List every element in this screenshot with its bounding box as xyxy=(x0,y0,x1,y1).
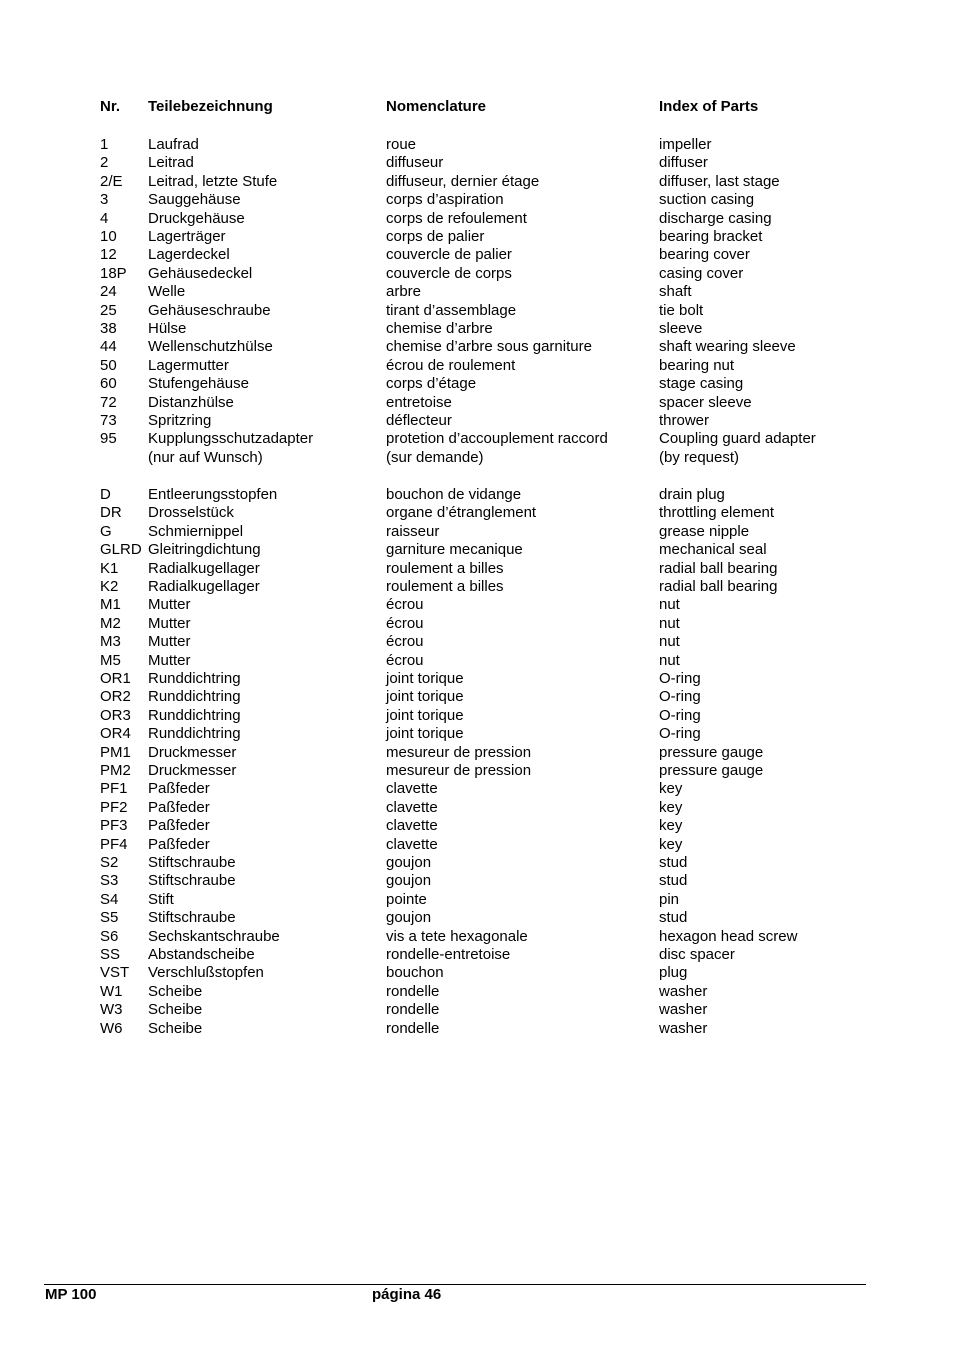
table-row xyxy=(0,744,954,762)
part-name-german: Spritzring xyxy=(148,412,212,429)
table-row xyxy=(0,283,954,301)
part-name-german: Paßfeder xyxy=(148,780,210,798)
part-number: PM1 xyxy=(100,743,131,761)
part-name-english: radial ball bearing xyxy=(659,578,778,595)
table-row xyxy=(0,872,954,890)
part-name-german: Gehäuseschraube xyxy=(148,301,271,319)
part-name-english: O-ring xyxy=(659,688,701,706)
part-name-english: disc spacer xyxy=(659,946,735,963)
part-number: 2 xyxy=(100,154,109,172)
part-name-french: clavette xyxy=(386,780,438,798)
table-row xyxy=(0,560,954,578)
part-number: W6 xyxy=(100,1019,123,1037)
table-row xyxy=(0,228,954,246)
part-number: OR2 xyxy=(100,688,131,706)
part-name-french: rondelle xyxy=(386,1001,440,1019)
table-header xyxy=(0,98,954,116)
part-name-english: key xyxy=(659,835,683,853)
part-number: S4 xyxy=(100,890,119,908)
part-name-english: stud xyxy=(659,909,688,927)
header-nr: Nr. xyxy=(100,98,121,115)
part-name-french: diffuseur, dernier étage xyxy=(386,172,540,190)
part-number: VST xyxy=(100,964,130,982)
table-row xyxy=(0,633,954,651)
table-row xyxy=(0,780,954,798)
part-number: S3 xyxy=(100,872,119,890)
table-row xyxy=(0,504,954,522)
part-name-english: nut xyxy=(659,614,680,632)
part-number: OR4 xyxy=(100,725,131,743)
table-row xyxy=(0,909,954,927)
part-name-german: Radialkugellager xyxy=(148,578,260,595)
part-number: W3 xyxy=(100,1001,123,1019)
part-name-german: Lagerdeckel xyxy=(148,246,230,264)
part-number: 10 xyxy=(100,228,117,245)
part-name-english: O-ring xyxy=(659,706,701,724)
part-name-german: Welle xyxy=(148,283,186,301)
part-name-english: O-ring xyxy=(659,725,701,743)
part-number: 38 xyxy=(100,320,117,337)
part-number: PF1 xyxy=(100,780,128,798)
part-name-english: shaft wearing sleeve xyxy=(659,338,796,356)
header-german: Teilebezeichnung xyxy=(148,98,273,115)
part-name-french: rondelle xyxy=(386,1019,440,1037)
part-name-german: Wellenschutzhülse xyxy=(148,338,273,356)
part-name-german: Lagerträger xyxy=(148,228,226,245)
part-name-french: chemise d’arbre xyxy=(386,320,493,337)
table-row xyxy=(0,652,954,670)
part-name-german: Mutter xyxy=(148,596,191,614)
part-name-french: couvercle de corps xyxy=(386,264,512,282)
part-name-english: impeller xyxy=(659,136,712,153)
part-name-french: clavette xyxy=(386,817,438,835)
part-name-english: discharge casing xyxy=(659,209,772,227)
part-name-english: washer xyxy=(659,982,708,1000)
table-row xyxy=(0,486,954,504)
table-row xyxy=(0,596,954,614)
table-row xyxy=(0,191,954,209)
table-row xyxy=(0,1020,954,1038)
table-row xyxy=(0,854,954,872)
part-name-french: bouchon de vidange xyxy=(386,486,522,503)
part-name-english: bearing cover xyxy=(659,246,750,264)
table-row xyxy=(0,983,954,1001)
part-name-english: key xyxy=(659,780,683,798)
part-number: 3 xyxy=(100,191,109,209)
part-name-german: Distanzhülse xyxy=(148,393,234,411)
part-name-english: washer xyxy=(659,1001,708,1019)
footer-page-number: página 46 xyxy=(372,1286,442,1303)
part-number: S5 xyxy=(100,909,119,927)
table-row xyxy=(0,265,954,283)
part-name-french: entretoise xyxy=(386,393,452,411)
part-name-german: Gehäusedeckel xyxy=(148,264,253,282)
part-name-french: roue xyxy=(386,136,417,153)
part-name-german: Paßfeder xyxy=(148,798,210,816)
part-name-english: key xyxy=(659,817,683,835)
part-number: GLRD xyxy=(100,541,142,559)
part-name-french: garniture mecanique xyxy=(386,541,523,559)
part-number: 95 xyxy=(100,430,117,448)
part-name-german: Scheibe xyxy=(148,1019,203,1037)
table-row xyxy=(0,394,954,412)
part-name-french: arbre xyxy=(386,283,422,301)
table-row xyxy=(0,762,954,780)
part-number: S2 xyxy=(100,854,119,871)
part-name-french: goujon xyxy=(386,854,432,871)
table-row xyxy=(0,210,954,228)
part-name-french: rondelle-entretoise xyxy=(386,946,511,963)
part-name-german: Scheibe xyxy=(148,1001,203,1019)
part-number: PF2 xyxy=(100,798,128,816)
part-name-german: Paßfeder xyxy=(148,835,210,853)
part-number: 4 xyxy=(100,209,109,227)
table-row xyxy=(0,928,954,946)
table-row xyxy=(0,357,954,375)
part-name-german: Stufengehäuse xyxy=(148,375,249,393)
part-number: 44 xyxy=(100,338,117,356)
part-number: PM2 xyxy=(100,762,131,779)
part-name-french: tirant d’assemblage xyxy=(386,301,517,319)
header-french: Nomenclature xyxy=(386,98,487,115)
part-name-french: protetion d’accouplement raccord xyxy=(386,430,608,448)
table-row xyxy=(0,964,954,982)
part-name-english: O-ring xyxy=(659,670,701,687)
part-name-english: spacer sleeve xyxy=(659,393,752,411)
part-name-german: Laufrad xyxy=(148,136,199,153)
table-row xyxy=(0,725,954,743)
part-number: G xyxy=(100,522,112,540)
part-name-french: goujon xyxy=(386,909,432,927)
part-name-english: thrower xyxy=(659,412,710,429)
part-number: 2/E xyxy=(100,172,123,190)
part-name-german: Sechskantschraube xyxy=(148,927,280,945)
table-row xyxy=(0,946,954,964)
table-row xyxy=(0,173,954,191)
part-name-german: Stiftschraube xyxy=(148,854,236,871)
part-name-french: roulement a billes xyxy=(386,578,504,595)
part-name-german: Runddichtring xyxy=(148,670,241,687)
part-name-french: écrou xyxy=(386,596,424,614)
part-number: M2 xyxy=(100,614,121,632)
part-number: 1 xyxy=(100,136,109,153)
table-row xyxy=(0,817,954,835)
part-name-french: joint torique xyxy=(386,688,464,706)
table-row xyxy=(0,430,954,448)
part-name-english: key xyxy=(659,798,683,816)
part-number: M1 xyxy=(100,596,121,614)
part-name-german: Mutter xyxy=(148,633,191,651)
table-row xyxy=(0,799,954,817)
part-number: 50 xyxy=(100,356,117,374)
table-row xyxy=(0,707,954,725)
part-number: 18P xyxy=(100,264,127,282)
part-name-german: Druckgehäuse xyxy=(148,209,245,227)
part-name-english: pressure gauge xyxy=(659,743,764,761)
table-row xyxy=(0,688,954,706)
part-name-english: drain plug xyxy=(659,486,725,503)
part-name-french: mesureur de pression xyxy=(386,743,532,761)
table-row xyxy=(0,670,954,688)
part-name-english: sleeve xyxy=(659,320,703,337)
part-name-german: Runddichtring xyxy=(148,725,241,743)
part-name-german: Kupplungsschutzadapter xyxy=(148,430,314,448)
part-name-english: tie bolt xyxy=(659,301,704,319)
part-name-french: écrou xyxy=(386,614,424,632)
table-row xyxy=(0,136,954,154)
part-name-french: mesureur de pression xyxy=(386,762,532,779)
part-name-french: corps de refoulement xyxy=(386,209,527,227)
part-number: 73 xyxy=(100,412,117,429)
part-number: W1 xyxy=(100,982,123,1000)
part-number: 72 xyxy=(100,393,117,411)
part-name-german: Druckmesser xyxy=(148,743,237,761)
part-name-english: bearing bracket xyxy=(659,228,763,245)
part-name-french: couvercle de palier xyxy=(386,246,512,264)
part-name-french: déflecteur xyxy=(386,412,452,429)
part-name-english: radial ball bearing xyxy=(659,559,778,577)
part-name-french: goujon xyxy=(386,872,432,890)
part-number: DR xyxy=(100,504,122,522)
part-name-german: Runddichtring xyxy=(148,688,241,706)
table-row xyxy=(0,891,954,909)
part-name-german: Entleerungsstopfen xyxy=(148,486,278,503)
table-row xyxy=(0,541,954,559)
part-name-german: Paßfeder xyxy=(148,817,210,835)
part-name-english: hexagon head screw xyxy=(659,927,798,945)
part-name-english: diffuser, last stage xyxy=(659,172,780,190)
part-name-french: vis a tete hexagonale xyxy=(386,927,528,945)
part-name-french: diffuseur xyxy=(386,154,444,172)
part-name-french: corps de palier xyxy=(386,228,485,245)
part-name-english: nut xyxy=(659,596,680,614)
part-number: M3 xyxy=(100,633,121,651)
part-name-french: chemise d’arbre sous garniture xyxy=(386,338,592,356)
part-number: M5 xyxy=(100,651,121,669)
table-row xyxy=(0,449,954,467)
part-name-german: Mutter xyxy=(148,614,191,632)
part-name-german: Lagermutter xyxy=(148,356,229,374)
part-name-english: shaft xyxy=(659,283,692,301)
part-name-english: casing cover xyxy=(659,264,744,282)
part-name-french: écrou de roulement xyxy=(386,356,516,374)
part-number: S6 xyxy=(100,927,119,945)
part-number: K1 xyxy=(100,559,119,577)
part-number: 24 xyxy=(100,283,117,301)
part-name-german: Schmiernippel xyxy=(148,522,244,540)
part-name-french: raisseur xyxy=(386,522,440,540)
part-name-english: nut xyxy=(659,633,680,651)
part-number: PF4 xyxy=(100,835,128,853)
footer-divider xyxy=(44,1284,866,1285)
part-name-french: organe d’étranglement xyxy=(386,504,537,522)
part-name-german: Verschlußstopfen xyxy=(148,964,264,982)
part-name-german: Gleitringdichtung xyxy=(148,541,261,559)
part-number: OR1 xyxy=(100,670,131,687)
part-number: K2 xyxy=(100,578,119,595)
table-row xyxy=(0,375,954,393)
part-number: 12 xyxy=(100,246,117,264)
part-number: 60 xyxy=(100,375,117,393)
part-number: D xyxy=(100,486,111,503)
table-row xyxy=(0,154,954,172)
part-name-french: clavette xyxy=(386,835,438,853)
table-row xyxy=(0,523,954,541)
part-name-french: pointe xyxy=(386,890,427,908)
part-name-english: plug xyxy=(659,964,688,982)
part-name-english: stud xyxy=(659,872,688,890)
part-name-english: grease nipple xyxy=(659,522,750,540)
part-name-german: (nur auf Wunsch) xyxy=(148,448,263,466)
part-number: OR3 xyxy=(100,706,131,724)
part-name-french: rondelle xyxy=(386,982,440,1000)
part-number: SS xyxy=(100,946,121,963)
part-name-english: bearing nut xyxy=(659,356,735,374)
part-name-french: bouchon xyxy=(386,964,444,982)
part-name-french: écrou xyxy=(386,651,424,669)
part-name-french: joint torique xyxy=(386,670,464,687)
part-name-german: Abstandscheibe xyxy=(148,946,255,963)
part-name-french: joint torique xyxy=(386,706,464,724)
part-name-english: throttling element xyxy=(659,504,775,522)
part-name-french: roulement a billes xyxy=(386,559,504,577)
part-name-german: Runddichtring xyxy=(148,706,241,724)
part-name-german: Stift xyxy=(148,890,174,908)
part-name-english: diffuser xyxy=(659,154,708,172)
table-row xyxy=(0,246,954,264)
part-name-german: Radialkugellager xyxy=(148,559,260,577)
part-name-english: washer xyxy=(659,1019,708,1037)
table-row xyxy=(0,1001,954,1019)
part-name-french: corps d’étage xyxy=(386,375,477,393)
table-row xyxy=(0,338,954,356)
part-name-german: Mutter xyxy=(148,651,191,669)
table-row xyxy=(0,412,954,430)
part-name-german: Druckmesser xyxy=(148,762,237,779)
part-name-french: clavette xyxy=(386,798,438,816)
part-name-german: Stiftschraube xyxy=(148,872,236,890)
part-name-german: Drosselstück xyxy=(148,504,234,522)
part-number: 25 xyxy=(100,301,117,319)
part-name-german: Scheibe xyxy=(148,982,203,1000)
part-name-english: pressure gauge xyxy=(659,762,764,779)
table-row xyxy=(0,302,954,320)
header-english: Index of Parts xyxy=(659,98,759,115)
part-number: PF3 xyxy=(100,817,128,835)
table-row xyxy=(0,836,954,854)
part-name-french: écrou xyxy=(386,633,424,651)
part-name-english: stage casing xyxy=(659,375,744,393)
part-name-german: Leitrad xyxy=(148,154,194,172)
part-name-english: mechanical seal xyxy=(659,541,767,559)
part-name-french: (sur demande) xyxy=(386,448,484,466)
part-name-english: nut xyxy=(659,651,680,669)
table-row xyxy=(0,615,954,633)
part-name-french: joint torique xyxy=(386,725,464,743)
part-name-english: stud xyxy=(659,854,688,871)
table-row xyxy=(0,578,954,596)
part-name-english: suction casing xyxy=(659,191,755,209)
part-name-english: pin xyxy=(659,890,680,908)
part-name-english: (by request) xyxy=(659,448,740,466)
table-row xyxy=(0,320,954,338)
part-name-german: Hülse xyxy=(148,320,187,337)
part-name-french: corps d’aspiration xyxy=(386,191,504,209)
footer-model: MP 100 xyxy=(45,1286,97,1303)
part-name-english: Coupling guard adapter xyxy=(659,430,816,448)
part-name-german: Stiftschraube xyxy=(148,909,236,927)
part-name-german: Leitrad, letzte Stufe xyxy=(148,172,278,190)
part-name-german: Sauggehäuse xyxy=(148,191,241,209)
